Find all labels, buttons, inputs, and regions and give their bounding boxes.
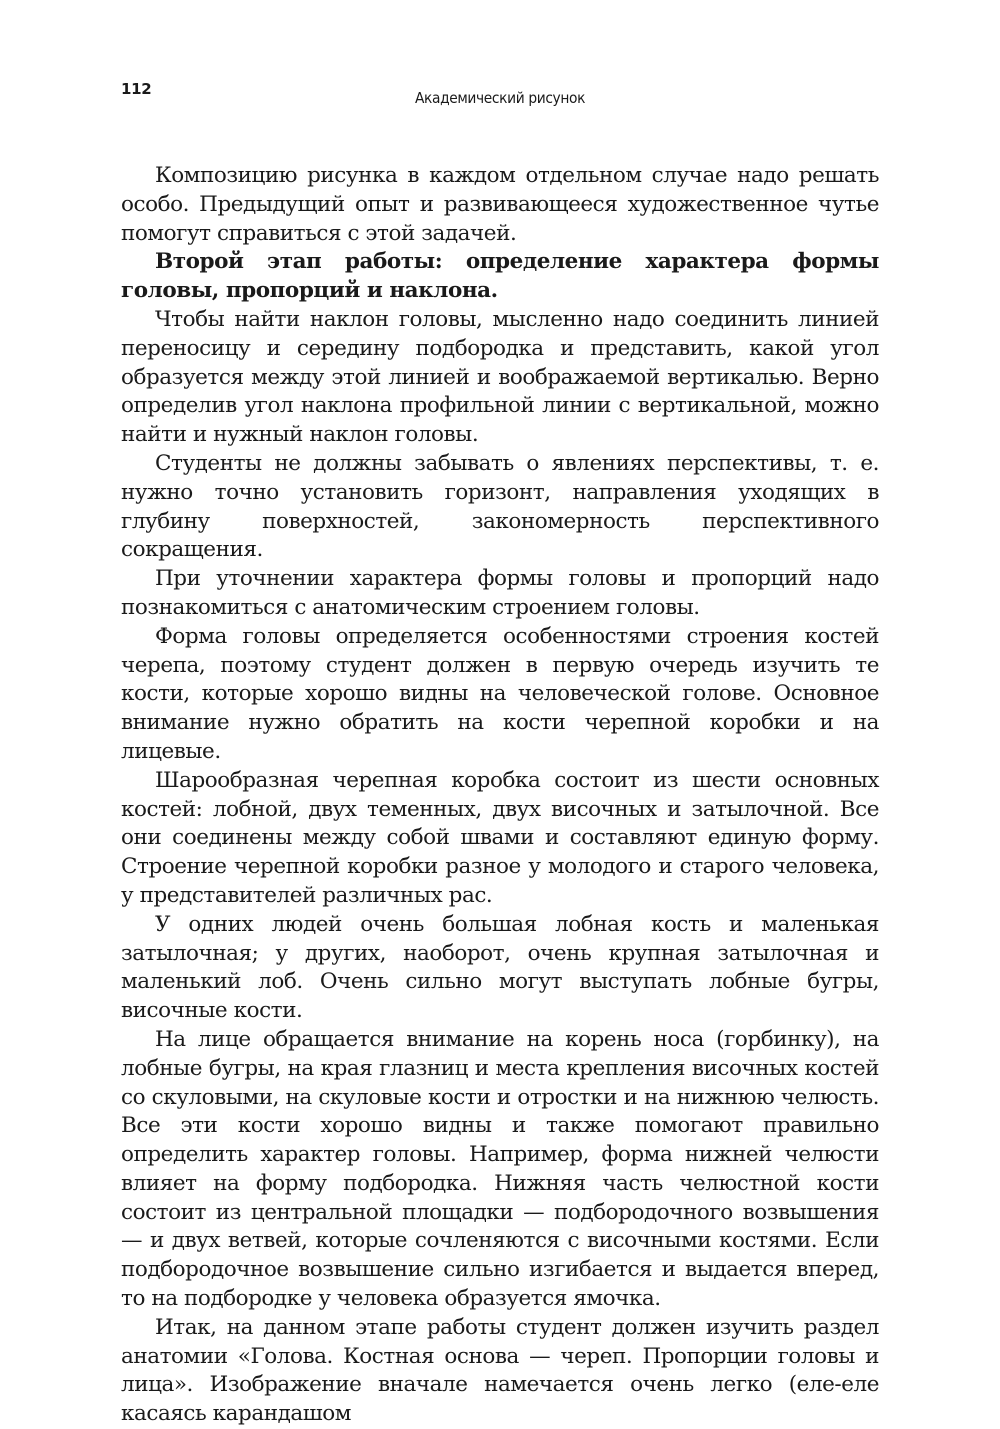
section-heading: Второй этап работы: определение характера формы головы, пропорций и наклона. (121, 249, 879, 304)
paragraph: Композицию рисунка в каждом отдельном случае надо решать особо. Предыдущий опыт и развивающееся художественное чутье помогут справиться с этой задачей. (121, 163, 879, 246)
paragraph: Итак, на данном этапе работы студент должен изучить раздел анатомии «Голова. Костная основа — череп. Пропорции головы и лица». Изображение вначале намечается очень легко (еле-еле касаясь карандашом (121, 1314, 879, 1427)
page-number: 112 (121, 80, 152, 98)
body-text (121, 162, 879, 1429)
paragraph: При уточнении характера формы головы и пропорций надо познакомиться с анатомическим строением головы. (121, 566, 879, 620)
paragraph: Форма головы определяется особенностями строения костей черепа, поэтому студент должен в первую очередь изучить те кости, которые хорошо видны на человеческой голове. Основное внимание нужно обратить на кости черепной коробки и на лицевые. (121, 623, 879, 764)
paragraph: У одних людей очень большая лобная кость и маленькая затылочная; у других, наоборот, очень крупная затылочная и маленький лоб. Очень сильно могут выступать лобные бугры, височные кости. (121, 911, 879, 1024)
paragraph: Студенты не должны забывать о явлениях перспективы, т. е. нужно точно установить горизонт, направления уходящих в глубину поверхностей, закономерность перспективного сокращения. (121, 450, 879, 563)
running-head: Академический рисунок (414, 89, 586, 107)
paragraph: Чтобы найти наклон головы, мысленно надо соединить линией переносицу и середину подбородка и представить, какой угол образуется между этой линией и воображаемой вертикалью. Верно определив угол наклона профильной линии с вертикальной, можно найти и нужный наклон головы. (121, 306, 879, 448)
paragraph: На лице обращается внимание на корень носа (горбинку), на лобные бугры, на края глазниц и места крепления височных костей со скуловыми, на скуловые кости и отростки и на нижнюю челюсть. Все эти кости хорошо видны и также помогают правильно определить характер головы. Например, форма нижней челюсти влияет на форму подбородка. Нижняя часть челюстной кости состоит из центральной площадки — подбородочного возвышения — и двух ветвей, которые сочленяются с височными костями. Если подбородочное возвышение сильно изгибается и выдается вперед, то на подбородке у человека образуется ямочка. (121, 1026, 879, 1312)
paragraph: Шарообразная черепная коробка состоит из шести основных костей: лобной, двух теменных, двух височных и затылочной. Все они соединены между собой швами и составляют единую форму. Строение черепной коробки разное у молодого и старого человека, у представителей различных рас. (121, 767, 879, 908)
